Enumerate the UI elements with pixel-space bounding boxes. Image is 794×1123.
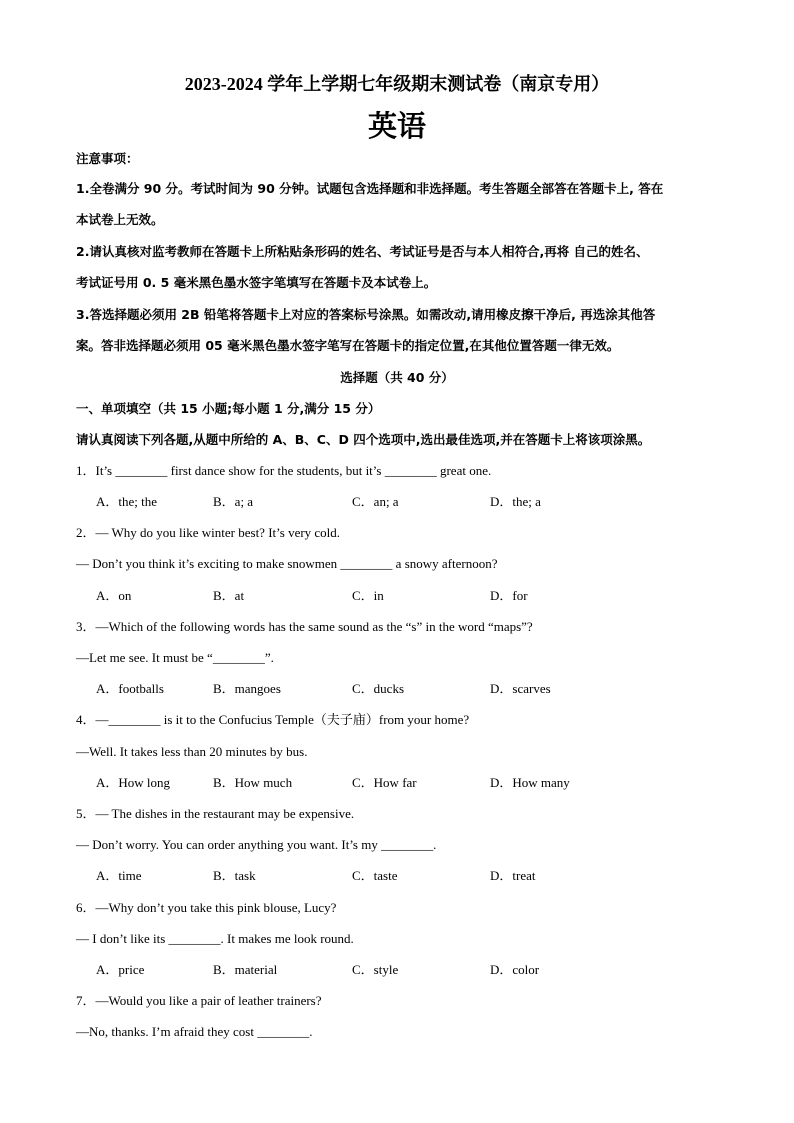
question-3-stem: 3．—Which of the following words has the same sound as the “s” in the word “maps”?	[76, 619, 533, 634]
notice-line: 2.请认真核对监考教师在答题卡上所粘贴条形码的姓名、考试证号是否与本人相符合,再将 自己的姓名、	[76, 244, 649, 259]
question-1-option-c: C．an; a	[352, 494, 399, 509]
question-1-option-d: D．the; a	[490, 494, 541, 509]
section-heading: 选择题（共 40 分）	[340, 370, 454, 385]
question-7-stem: 7．—Would you like a pair of leather trainers?	[76, 993, 322, 1008]
question-4-option-d: D．How many	[490, 775, 570, 790]
question-2-stem: — Don’t you think it’s exciting to make snowmen ________ a snowy afternoon?	[76, 556, 498, 571]
notice-line: 1.全卷满分 90 分。考试时间为 90 分钟。试题包含选择题和非选择题。考生答题全部答在答题卡上, 答在	[76, 181, 664, 196]
part-heading: 一、单项填空（共 15 小题;每小题 1 分,满分 15 分）	[76, 401, 381, 416]
question-7-stem: —No, thanks. I’m afraid they cost ________.	[76, 1024, 313, 1039]
question-1-option-a: A．the; the	[96, 494, 158, 509]
notice-line: 考试证号用 0. 5 毫米黑色墨水签字笔填写在答题卡及本试卷上。	[76, 275, 437, 290]
question-6-option-a: A．price	[96, 962, 145, 977]
question-5-stem: 5．— The dishes in the restaurant may be expensive.	[76, 806, 355, 821]
question-4-stem: 4．—________ is it to the Confucius Temple（夫子庙）from your home?	[76, 712, 470, 727]
question-3-option-a: A．footballs	[96, 681, 164, 696]
question-5-option-d: D．treat	[490, 868, 536, 883]
question-4-option-a: A．How long	[96, 775, 171, 790]
question-2-option-b: B．at	[213, 588, 245, 603]
question-5-stem: — Don’t worry. You can order anything you want. It’s my ________.	[76, 837, 437, 852]
notice-heading: 注意事项：	[76, 151, 139, 166]
question-1-option-b: B．a; a	[213, 494, 254, 509]
question-6-stem: — I don’t like its ________. It makes me look round.	[76, 931, 354, 946]
question-3-option-b: B．mangoes	[213, 681, 281, 696]
question-2-option-d: D．for	[490, 588, 528, 603]
question-2-option-c: C．in	[352, 588, 384, 603]
question-2-stem: 2．— Why do you like winter best? It’s very cold.	[76, 525, 341, 540]
question-3-option-c: C．ducks	[352, 681, 405, 696]
question-4-stem: —Well. It takes less than 20 minutes by bus.	[76, 744, 308, 759]
question-5-option-a: A．time	[96, 868, 142, 883]
notice-line: 3.答选择题必须用 2B 铅笔将答题卡上对应的答案标号涂黑。如需改动,请用橡皮擦干净后, 再选涂其他答	[76, 307, 656, 322]
question-3-stem: —Let me see. It must be “________”.	[76, 650, 274, 665]
question-6-option-c: C．style	[352, 962, 399, 977]
notice-line: 本试卷上无效。	[76, 212, 164, 227]
question-4-option-c: C．How far	[352, 775, 417, 790]
question-5-option-b: B．task	[213, 868, 256, 883]
question-1-stem: 1．It’s ________ first dance show for the students, but it’s ________ great one.	[76, 463, 492, 478]
question-6-stem: 6．—Why don’t you take this pink blouse, Lucy?	[76, 900, 337, 915]
question-6-option-b: B．material	[213, 962, 278, 977]
part-instruction: 请认真阅读下列各题,从题中所给的 A、B、C、D 四个选项中,选出最佳选项,并在答题卡上将该项涂黑。	[76, 432, 651, 447]
question-2-option-a: A．on	[96, 588, 132, 603]
exam-title: 2023-2024 学年上学期七年级期末测试卷（南京专用）	[184, 74, 610, 94]
question-5-option-c: C．taste	[352, 868, 398, 883]
question-3-option-d: D．scarves	[490, 681, 551, 696]
notice-line: 案。答非选择题必须用 05 毫米黑色墨水签字笔写在答题卡的指定位置,在其他位置答题一律无效。	[76, 338, 620, 353]
question-6-option-d: D．color	[490, 962, 540, 977]
exam-subject: 英语	[367, 109, 426, 143]
question-4-option-b: B．How much	[213, 775, 293, 790]
